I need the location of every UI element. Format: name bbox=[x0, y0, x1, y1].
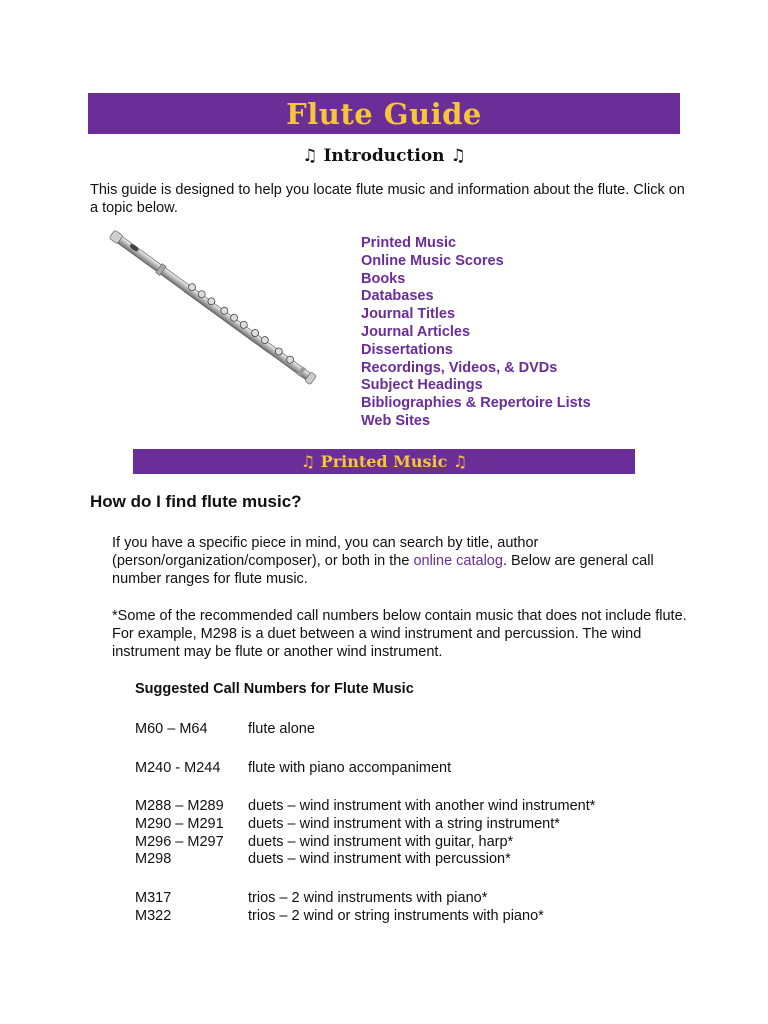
search-paragraph-text-end: . Below are general call number ranges for flute music. bbox=[112, 553, 654, 587]
topic-link-subject-headings[interactable]: Subject Headings bbox=[361, 377, 483, 394]
topic-link-bibliographies[interactable]: Bibliographies & Repertoire Lists bbox=[361, 395, 591, 412]
call-number-desc: trios – 2 wind or string instruments with piano* bbox=[248, 908, 544, 924]
printed-music-heading: ♫ Printed Music ♫ bbox=[300, 452, 468, 471]
title-banner bbox=[88, 93, 680, 134]
call-numbers-heading: Suggested Call Numbers for Flute Music bbox=[135, 681, 414, 697]
call-number-desc: duets – wind instrument with a string instrument* bbox=[248, 816, 560, 832]
online-catalog-link[interactable]: online catalog bbox=[413, 553, 503, 569]
call-number-desc: trios – 2 wind instruments with piano* bbox=[248, 890, 488, 906]
flute-image bbox=[108, 228, 328, 388]
call-number-desc: duets – wind instrument with percussion* bbox=[248, 851, 511, 867]
topic-link-recordings[interactable]: Recordings, Videos, & DVDs bbox=[361, 359, 558, 376]
topic-link-journal-titles[interactable]: Journal Titles bbox=[361, 306, 456, 323]
intro-text: This guide is designed to help you locate flute music and information about the flute. Click on a topic below. bbox=[90, 182, 685, 216]
call-number-code: M60 – M64 bbox=[135, 721, 208, 737]
call-number-row bbox=[135, 816, 560, 833]
call-number-desc: flute alone bbox=[248, 721, 315, 737]
topic-link-journal-articles[interactable]: Journal Articles bbox=[361, 323, 471, 340]
topic-link-books[interactable]: Books bbox=[361, 270, 406, 287]
call-number-code: M298 bbox=[135, 851, 172, 867]
call-number-code: M288 – M289 bbox=[135, 798, 224, 814]
call-number-code: M296 – M297 bbox=[135, 834, 224, 850]
call-number-row bbox=[135, 834, 513, 851]
call-number-row bbox=[135, 851, 511, 868]
call-number-row bbox=[135, 890, 487, 907]
call-number-desc: duets – wind instrument with another wind instrument* bbox=[248, 798, 596, 814]
search-paragraph-text-start: If you have a specific piece in mind, you can search by title, author (person/organization/composer), or both in the bbox=[112, 535, 539, 569]
call-number-desc: duets – wind instrument with guitar, harp* bbox=[248, 834, 514, 850]
topic-link-databases[interactable]: Databases bbox=[361, 288, 434, 305]
call-number-code: M290 – M291 bbox=[135, 816, 224, 832]
call-number-code: M240 - M244 bbox=[135, 760, 221, 776]
section-question: How do I find flute music? bbox=[90, 492, 302, 511]
topic-link-online-music-scores[interactable]: Online Music Scores bbox=[361, 252, 504, 269]
printed-music-banner bbox=[133, 449, 635, 474]
introduction-heading: ♫ Introduction ♫ bbox=[302, 146, 466, 166]
call-number-row bbox=[135, 908, 544, 925]
topic-link-printed-music[interactable]: Printed Music bbox=[361, 235, 457, 251]
call-number-row bbox=[135, 798, 595, 815]
call-number-row bbox=[135, 721, 315, 738]
call-number-code: M322 bbox=[135, 908, 172, 924]
topic-list bbox=[361, 235, 591, 431]
call-number-code: M317 bbox=[135, 890, 172, 906]
note-paragraph: *Some of the recommended call numbers below contain music that does not include flute. For example, M298 is a duet between a wind instrument and percussion. The wind instrument may be flute or another wind instrument. bbox=[112, 608, 687, 660]
topic-link-web-sites[interactable]: Web Sites bbox=[361, 412, 431, 429]
search-paragraph bbox=[112, 534, 692, 588]
topic-link-dissertations[interactable]: Dissertations bbox=[361, 341, 453, 358]
call-number-row bbox=[135, 760, 451, 777]
flute-icon bbox=[108, 228, 328, 388]
call-number-desc: flute with piano accompaniment bbox=[248, 760, 452, 776]
page-title: Flute Guide bbox=[286, 96, 482, 131]
